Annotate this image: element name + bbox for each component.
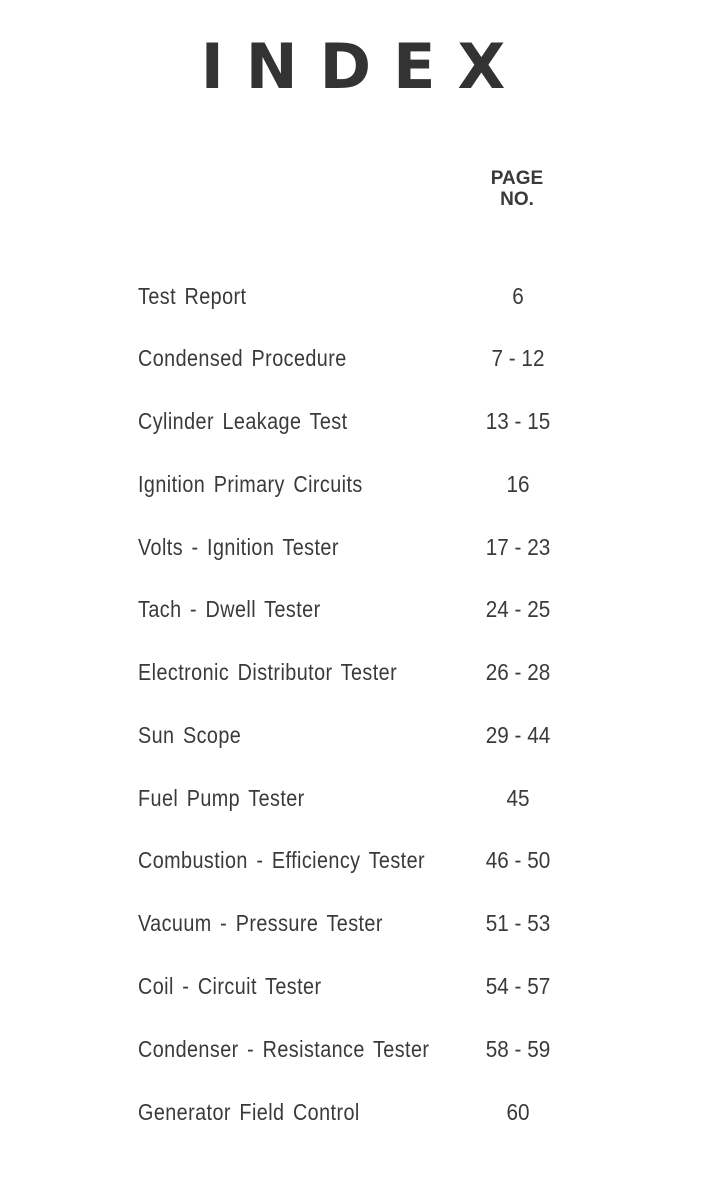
- index-entry: [0, 969, 728, 1003]
- entry-title: Coil - Circuit Tester: [138, 973, 322, 999]
- entry-page-number: 54 - 57: [485, 973, 551, 999]
- index-entry: [0, 906, 728, 940]
- column-header-line-2: NO.: [500, 189, 534, 210]
- entry-title: Fuel Pump Tester: [138, 785, 305, 811]
- entry-page-number: 6: [512, 283, 524, 309]
- entry-title: Test Report: [138, 283, 247, 309]
- entry-title: Generator Field Control: [138, 1099, 360, 1125]
- entry-page-number: 24 - 25: [485, 596, 551, 622]
- entry-title: Tach - Dwell Tester: [138, 596, 321, 622]
- entry-title: Volts - Ignition Tester: [138, 534, 339, 560]
- index-entry: [0, 718, 728, 752]
- entry-page-number: 51 - 53: [485, 910, 551, 936]
- index-entry: [0, 781, 728, 815]
- index-entry: [0, 1095, 728, 1129]
- entry-page-number: 13 - 15: [485, 408, 551, 434]
- column-header-line-1: PAGE: [490, 168, 544, 189]
- entry-title: Condenser - Resistance Tester: [138, 1036, 430, 1062]
- entry-title: Electronic Distributor Tester: [138, 659, 398, 685]
- entry-page-number: 58 - 59: [485, 1036, 551, 1062]
- page-number-column-header: [482, 168, 552, 210]
- entry-page-number: 29 - 44: [485, 722, 551, 748]
- entry-page-number: 46 - 50: [485, 847, 551, 873]
- index-entry: [0, 530, 728, 564]
- entry-title: Ignition Primary Circuits: [138, 471, 363, 497]
- index-entry: [0, 404, 728, 438]
- entry-page-number: 45: [506, 785, 530, 811]
- entry-page-number: 60: [506, 1099, 530, 1125]
- entry-page-number: 7 - 12: [491, 345, 545, 371]
- index-entry: [0, 467, 728, 501]
- entry-page-number: 26 - 28: [485, 659, 551, 685]
- entry-page-number: 16: [506, 471, 530, 497]
- index-entry: [0, 341, 728, 375]
- page-title: INDEX: [200, 30, 528, 103]
- entry-title: Combustion - Efficiency Tester: [138, 847, 426, 873]
- index-entry: [0, 843, 728, 877]
- index-entry: [0, 655, 728, 689]
- entry-title: Cylinder Leakage Test: [138, 408, 348, 434]
- entry-page-number: 17 - 23: [485, 534, 551, 560]
- index-entry: [0, 1032, 728, 1066]
- entry-title: Sun Scope: [138, 722, 242, 748]
- entry-title: Condensed Procedure: [138, 345, 347, 371]
- entry-title: Vacuum - Pressure Tester: [138, 910, 383, 936]
- index-entry: [0, 279, 728, 313]
- index-entry: [0, 592, 728, 626]
